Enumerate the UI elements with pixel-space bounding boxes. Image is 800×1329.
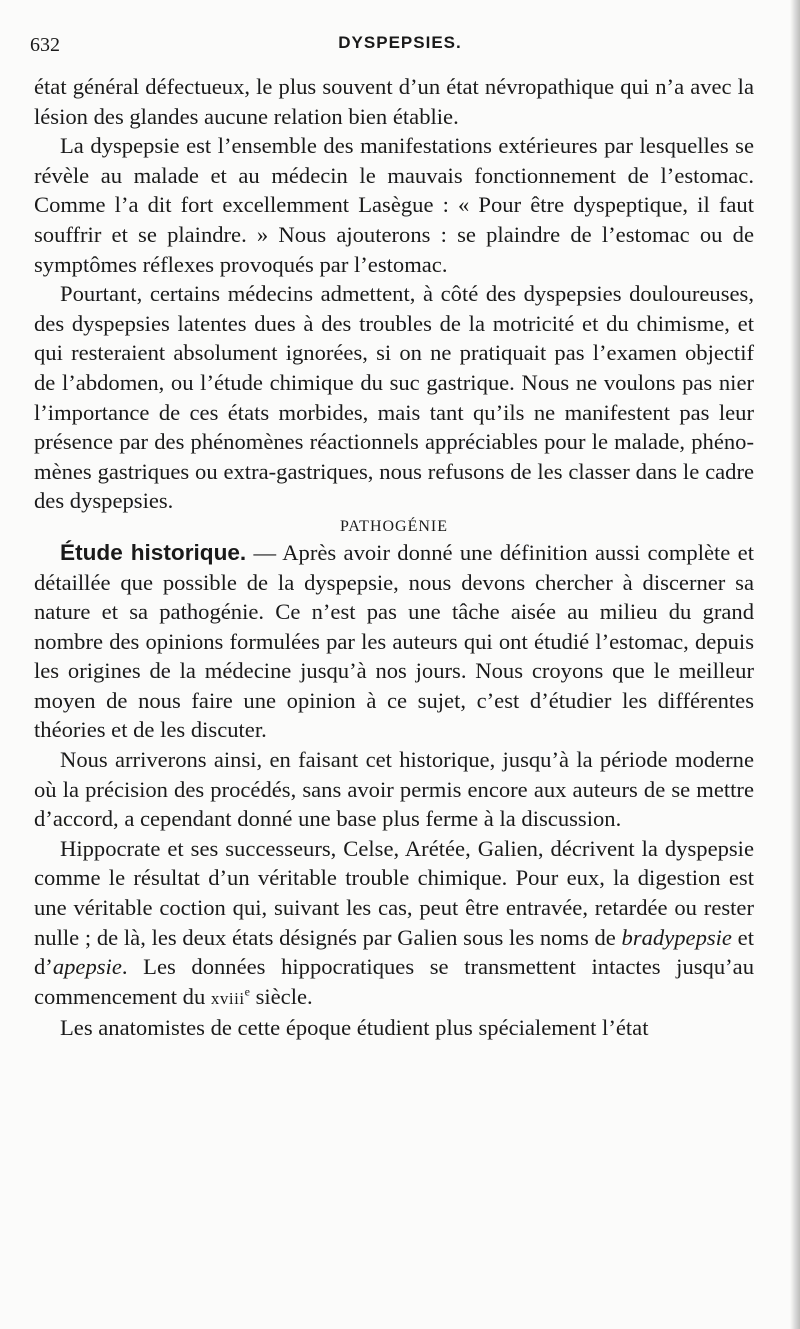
paragraph-historical-text: — Après avoir donné une définition aussi complète et détaillée que possible de la dyspepsie, nous devons chercher à discerner sa nature et sa pathogénie. Ce n’est pas une tâche aisée au milieu du grand nombre des opinions formulées par les auteurs qui ont étudié l’estomac, depuis les origines de la médecine jusqu’à nos jours. Nous croyons que le meilleur moyen de nous faire une opinion à ce sujet, c’est d’étudier les différentes théories et de les discuter.: [34, 539, 754, 743]
running-title: DYSPEPSIES.: [338, 33, 462, 52]
term-apepsie: apepsie: [52, 954, 122, 980]
paragraph-definition: La dyspepsie est l’ensemble des manifestations extérieures par lesquelles se révèle au malade et au médecin le mauvais fonctionnement de l’estomac. Comme l’a dit fort excellemment Lasègue : « Pour être dyspeptique, il faut souffrir et se plaindre. » Nous ajouterons : se plaindre de l’estomac ou de symptômes réflexes provoqués par l’estomac.: [34, 133, 754, 277]
term-bradypepsie: bradypepsie: [621, 924, 732, 950]
running-head: [30, 30, 770, 60]
paragraph-modern-period: Nous arriverons ainsi, en faisant cet historique, jusqu’à la période moderne où la précision des procédés, sans avoir permis encore aux auteurs de se mettre d’accord, a cependant donné une base plus ferme à la discussion.: [34, 747, 754, 832]
section-heading: PATHOGÉNIE: [339, 517, 449, 535]
hippocrates-text-c: . Les données hippocratiques se transmettent intactes jusqu’au commencement du: [34, 954, 754, 1009]
paragraph-historical-study: [34, 538, 754, 745]
paragraph-anatomists: Les anatomistes de cette époque étudient plus spécialement l’état: [60, 1015, 649, 1041]
hippocrates-text-d: siècle.: [249, 983, 313, 1009]
century-superscript: e: [244, 984, 250, 999]
paragraph-continuation: état général défectueux, le plus souvent d’un état névropathique qui n’a avec la lésion des glandes aucune relation bien établie.: [34, 74, 754, 129]
page-number: 632: [30, 34, 60, 56]
page-edge-shadow: [790, 0, 800, 1329]
paragraph-hippocrates: [34, 834, 754, 1014]
paragraph-latent-dyspepsia: Pourtant, certains médecins admettent, à côté des dyspepsies douloureuses, des dyspepsies latentes dues à des troubles de la motricité et du chimisme, et qui resteraient absolument ignorées, si on ne pratiquait pas l’examen objectif de l’abdomen, ou l’étude chimique du suc gastrique. Nous ne voulons pas nier l’importance de ces états morbides, mais tant qu’ils ne manifestent pas leur présence par des phénomènes réactionnels appréciables pour le malade, phénomènes gastriques ou extra-gastriques, nous refusons de les classer dans le cadre des dyspepsies.: [34, 281, 754, 514]
hippocrates-text-a: Hippocrate et ses successeurs, Celse, Arétée, Galien, décrivent la dyspepsie comme le résultat d’un véritable trouble chimique. Pour eux, la digestion est une véritable coction qui, suivant les cas, peut être entravée, retardée ou rester nulle ; de là, les deux états désignés par Galien sous les noms de: [34, 835, 754, 950]
century-numeral: xviii: [210, 988, 245, 1008]
body-text: [34, 72, 754, 1043]
hippocrates-text-b: et d’: [34, 924, 754, 980]
subheading-historical-study: Étude historique.: [60, 539, 247, 565]
